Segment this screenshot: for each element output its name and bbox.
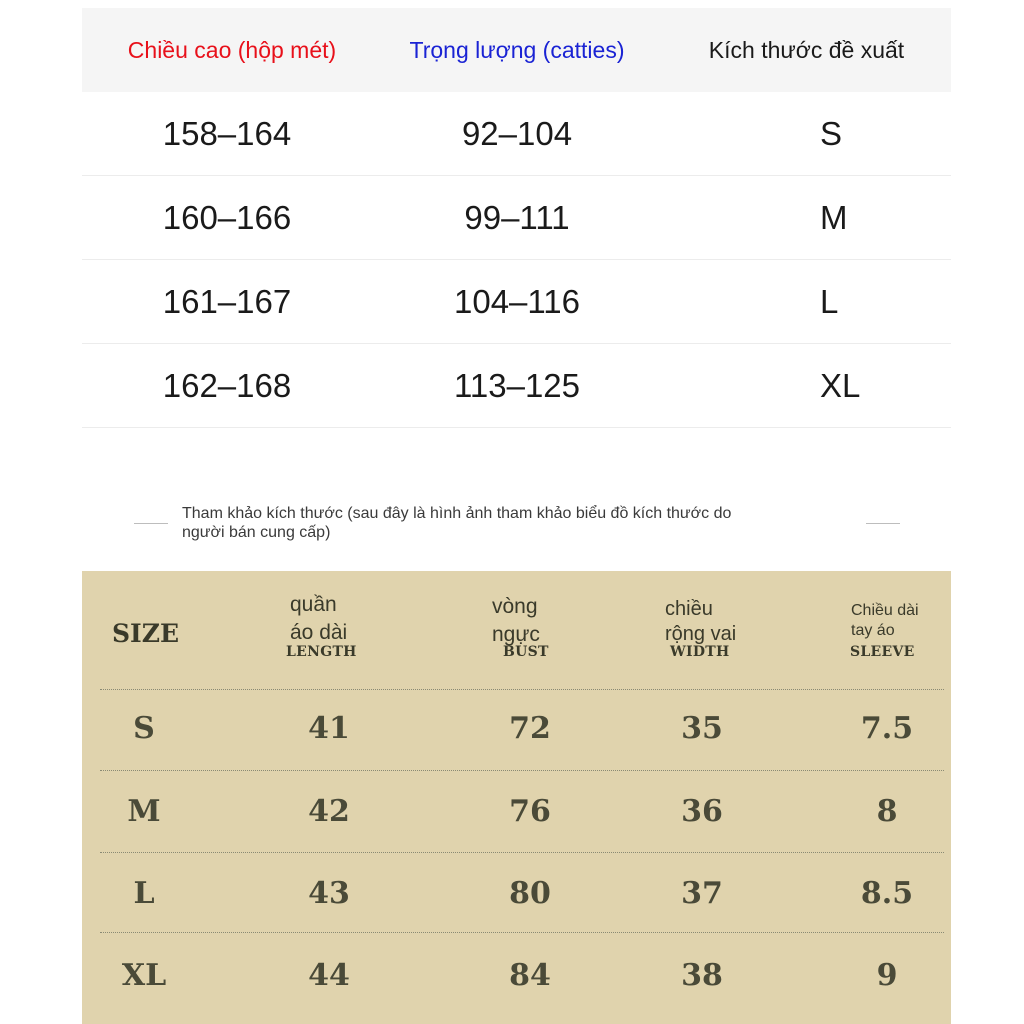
bust-value: 72 (509, 711, 551, 746)
size-value: S (133, 711, 155, 746)
recommended-size: L (820, 282, 839, 320)
width-label-en: WIDTH (670, 644, 730, 660)
bust-label-vn-1: vòng (492, 595, 538, 618)
sleeve-value: 8.5 (860, 876, 914, 911)
sleeve-value: 8 (876, 794, 898, 829)
size-chart-header (82, 571, 951, 689)
row-divider (100, 932, 944, 933)
size-reference-caption (134, 504, 900, 548)
bust-value: 76 (509, 794, 551, 829)
weight-range: 113–125 (453, 366, 581, 404)
width-value: 38 (681, 958, 723, 993)
bust-label-vn-2: ngực (492, 623, 540, 646)
width-value: 37 (681, 876, 723, 911)
size-value: M (127, 794, 161, 829)
table-row (82, 944, 951, 1004)
table-row (82, 92, 951, 176)
row-divider (100, 689, 944, 690)
length-value: 43 (308, 876, 350, 911)
bust-value: 84 (509, 958, 551, 993)
size-chart (82, 571, 951, 1024)
length-value: 44 (308, 958, 350, 993)
height-range: 160–166 (162, 198, 292, 236)
recommended-size: M (820, 198, 848, 236)
weight-range: 104–116 (453, 282, 581, 320)
caption-text (182, 504, 802, 542)
sleeve-label-en: SLEEVE (850, 644, 915, 660)
height-range: 161–167 (162, 282, 292, 320)
size-value: L (133, 876, 155, 911)
recommended-size: S (820, 114, 843, 152)
table-row (82, 344, 951, 428)
table-row (82, 260, 951, 344)
table-row (82, 780, 951, 840)
bust-label-en: BUST (503, 644, 549, 660)
weight-range: 99–111 (464, 198, 570, 236)
caption-line-2: người bán cung cấp) (182, 524, 331, 541)
recommended-size: XL (820, 366, 861, 404)
size-column-label: SIZE (112, 619, 180, 648)
caption-line-1: Tham khảo kích thước (sau đây là hình ảnh tham khảo biểu đồ kích thước do (182, 505, 732, 522)
header-height: Chiều cao (hộp mét) (127, 36, 337, 63)
divider (134, 523, 168, 524)
header-recommended-size: Kích thước đề xuất (708, 36, 905, 63)
length-label-en: LENGTH (286, 644, 357, 660)
row-divider (100, 852, 944, 853)
length-label-vn-1: quần (290, 593, 337, 616)
sleeve-value: 9 (876, 958, 898, 993)
sleeve-label-vn-1: Chiều dài (851, 602, 919, 619)
table-row (82, 862, 951, 922)
length-value: 41 (308, 711, 350, 746)
height-range: 162–168 (162, 366, 292, 404)
height-range: 158–164 (162, 114, 292, 152)
size-value: XL (121, 958, 167, 993)
row-divider (100, 770, 944, 771)
length-label-vn-2: áo dài (290, 621, 348, 644)
width-value: 35 (681, 711, 723, 746)
weight-range: 92–104 (461, 114, 573, 152)
table-row (82, 697, 951, 757)
width-label-vn-1: chiều (665, 598, 713, 620)
header-weight: Trọng lượng (catties) (409, 36, 625, 63)
length-value: 42 (308, 794, 350, 829)
recommended-size-table (82, 8, 951, 428)
recommended-size-header (82, 8, 951, 92)
sleeve-value: 7.5 (860, 711, 914, 746)
bust-value: 80 (509, 876, 551, 911)
sleeve-label-vn-2: tay áo (851, 622, 895, 639)
divider (866, 523, 900, 524)
width-label-vn-2: rộng vai (665, 623, 737, 645)
width-value: 36 (681, 794, 723, 829)
table-row (82, 176, 951, 260)
